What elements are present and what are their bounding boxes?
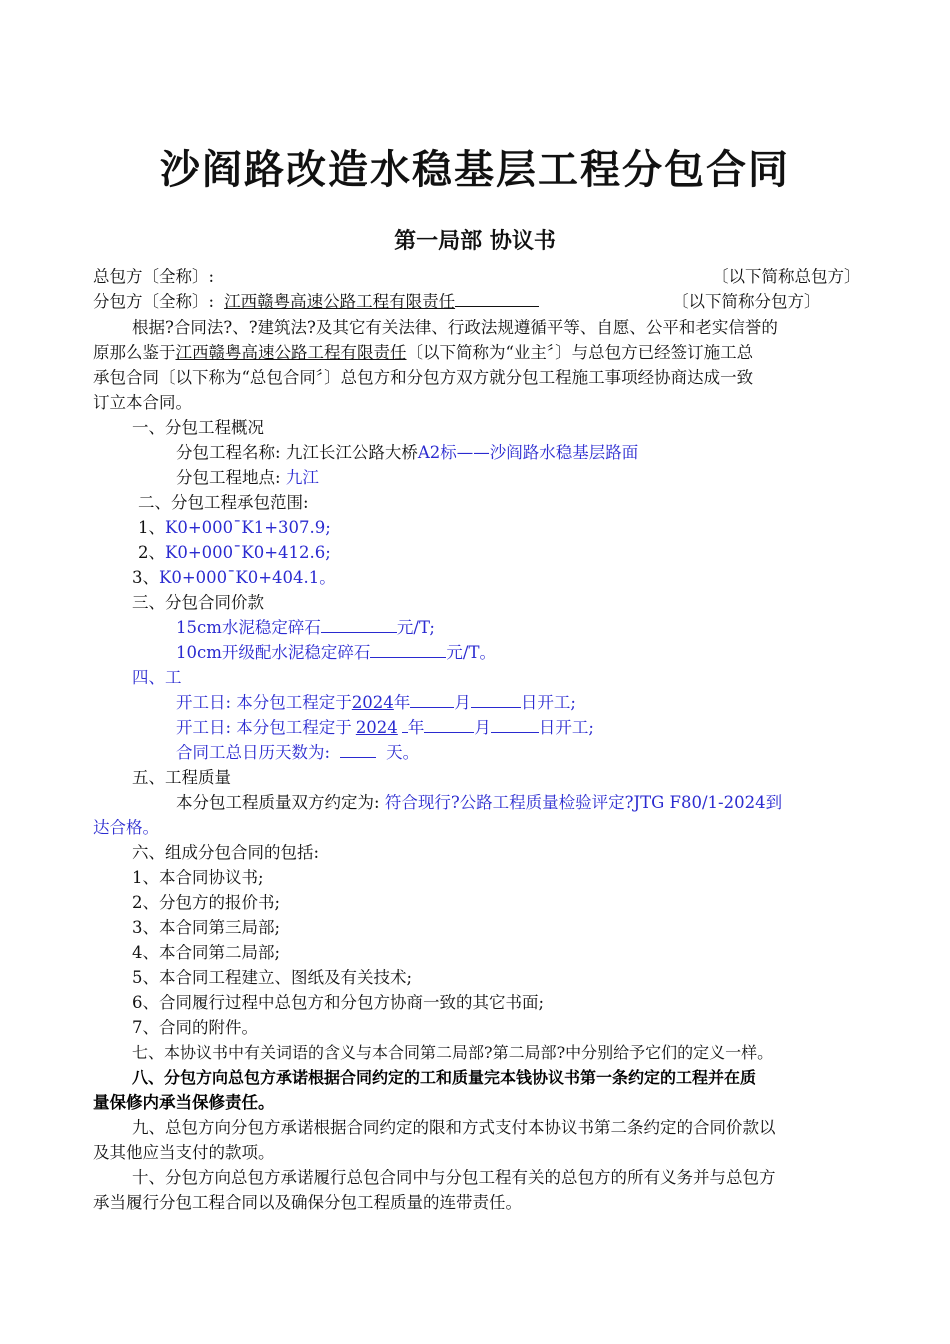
scope-item [138, 541, 331, 565]
section-1-heading: 一、分包工程概况 [132, 418, 264, 437]
contractor-label: 总包方〔全称〕: [93, 267, 215, 286]
duration-unit: 天。 [386, 743, 420, 762]
scope-item-number: 1、 [138, 518, 165, 537]
document-subtitle: 第一局部 协议书 [394, 228, 556, 254]
preamble-line-3: 承包合同〔以下称为“总包合同〞〕总包方和分包方双方就分包工程施工事项经协商达成一致 [93, 368, 754, 387]
preamble-text: 原那么鉴于 [93, 343, 176, 362]
price-line-2 [176, 641, 496, 665]
price-blank [321, 616, 397, 633]
price-unit: 元/T; [396, 618, 435, 637]
scope-item-number: 2、 [138, 543, 165, 562]
contractor-alias: 〔以下简称总包方〕 [712, 267, 861, 286]
section-7-text: 七、本协议书中有关词语的含义与本合同第二局部?第二局部?中分别给予它们的定义一样。 [132, 1043, 774, 1062]
subcontractor-line [93, 290, 539, 314]
subcontractor-name-blank [455, 290, 539, 307]
document-list-item: 1、本合同协议书; [132, 868, 264, 887]
scope-item-number: 3、 [132, 568, 159, 587]
preamble-line-2 [93, 341, 753, 365]
quality-standard: 符合现行?公路工程质量检验评定?JTG F80/1-2024到 [384, 793, 783, 812]
day-blank [471, 691, 521, 708]
document-title: 沙阎路改造水稳基层工程分包合同 [160, 146, 790, 193]
project-name-line [176, 441, 638, 465]
month-blank [410, 691, 454, 708]
subcontractor-label: 分包方〔全称〕: [93, 292, 215, 311]
section-3-heading: 三、分包合同价款 [132, 593, 264, 612]
start-year: 2024 [355, 718, 398, 737]
owner-name: 江西赣粤高速公路工程有限责任 [175, 343, 407, 362]
month-unit: 月 [454, 693, 471, 712]
day-unit: 日开工; [538, 718, 594, 737]
project-place-line [176, 466, 319, 490]
duration-label: 合同工总日历天数为: [176, 743, 331, 762]
section-10-line-2: 承当履行分包工程合同以及确保分包工程质量的连带责任。 [93, 1193, 522, 1212]
section-8-line-2: 量保修内承当保修责任。 [93, 1093, 275, 1112]
scope-item [138, 516, 331, 540]
document-list-item: 6、合同履行过程中总包方和分包方协商一致的其它书面; [132, 993, 545, 1012]
preamble-text: 〔以下简称为“业主〞〕与总包方已经签订施工总 [406, 343, 754, 362]
project-name-label: 分包工程名称: [176, 443, 281, 462]
start-date-line-1 [176, 691, 576, 715]
section-9-line-2: 及其他应当支付的款项。 [93, 1143, 275, 1162]
project-name-part-1: 九江长江公路大桥 [285, 443, 418, 462]
day-blank [491, 716, 539, 733]
document-list-item: 3、本合同第三局部; [132, 918, 281, 937]
section-2-heading: 二、分包工程承包范围: [138, 493, 309, 512]
project-place-label: 分包工程地点: [176, 468, 281, 487]
start-year: 2024 [351, 693, 394, 712]
start-date-label: 开工日: 本分包工程定于 [176, 693, 352, 712]
duration-blank [340, 741, 376, 758]
section-10-line-1: 十、分包方向总包方承诺履行总包合同中与分包工程有关的总包方的所有义务并与总包方 [132, 1168, 776, 1187]
scope-item-value: K0+000¯K0+412.6; [165, 543, 331, 562]
section-8-line-1: 八、分包方向总包方承诺根据合同约定的工和质量完本钱协议书第一条约定的工程并在质 [132, 1068, 757, 1087]
scope-item [132, 566, 336, 590]
subcontractor-name: 江西赣粤高速公路工程有限责任 [224, 292, 456, 311]
quality-line-1 [176, 791, 782, 815]
price-item-label: 10cm开级配水泥稳定碎石 [176, 643, 371, 662]
preamble-line-1: 根据?合同法?、?建筑法?及其它有关法律、行政法规遵循平等、自愿、公平和老实信誉的 [132, 318, 778, 337]
price-line-1 [176, 616, 435, 640]
year-unit: 年 [393, 693, 411, 712]
document-list-item: 5、本合同工程建立、图纸及有关技术; [132, 968, 413, 987]
scope-item-value: K0+000¯K0+404.1。 [159, 568, 336, 587]
section-5-heading: 五、工程质量 [132, 768, 231, 787]
preamble-line-4: 订立本合同。 [93, 393, 192, 412]
scope-item-value: K0+000¯K1+307.9; [165, 518, 331, 537]
quality-label: 本分包工程质量双方约定为: [176, 793, 380, 812]
year-unit: 年 [407, 718, 425, 737]
start-date-label: 开工日: 本分包工程定于 [176, 718, 352, 737]
quality-line-2: 达合格。 [93, 818, 159, 837]
document-list-item: 2、分包方的报价书; [132, 893, 281, 912]
duration-line [176, 741, 419, 765]
document-list-item: 7、合同的附件。 [132, 1018, 258, 1037]
section-9-line-1: 九、总包方向分包方承诺根据合同约定的限和方式支付本协议书第二条约定的合同价款以 [132, 1118, 776, 1137]
month-unit: 月 [474, 718, 491, 737]
section-6-heading: 六、组成分包合同的包括: [132, 843, 320, 862]
price-item-label: 15cm水泥稳定碎石 [176, 618, 321, 637]
project-name-part-2: A2标——沙阎路水稳基层路面 [417, 443, 639, 462]
subcontractor-alias: 〔以下简称分包方〕 [672, 292, 821, 311]
price-blank [370, 641, 446, 658]
section-4-heading: 四、工 [132, 668, 182, 687]
start-date-line-2 [176, 716, 594, 740]
month-blank [424, 716, 474, 733]
project-place-value: 九江 [285, 468, 319, 487]
day-unit: 日开工; [520, 693, 576, 712]
document-list-item: 4、本合同第二局部; [132, 943, 281, 962]
price-unit: 元/T。 [446, 643, 496, 662]
